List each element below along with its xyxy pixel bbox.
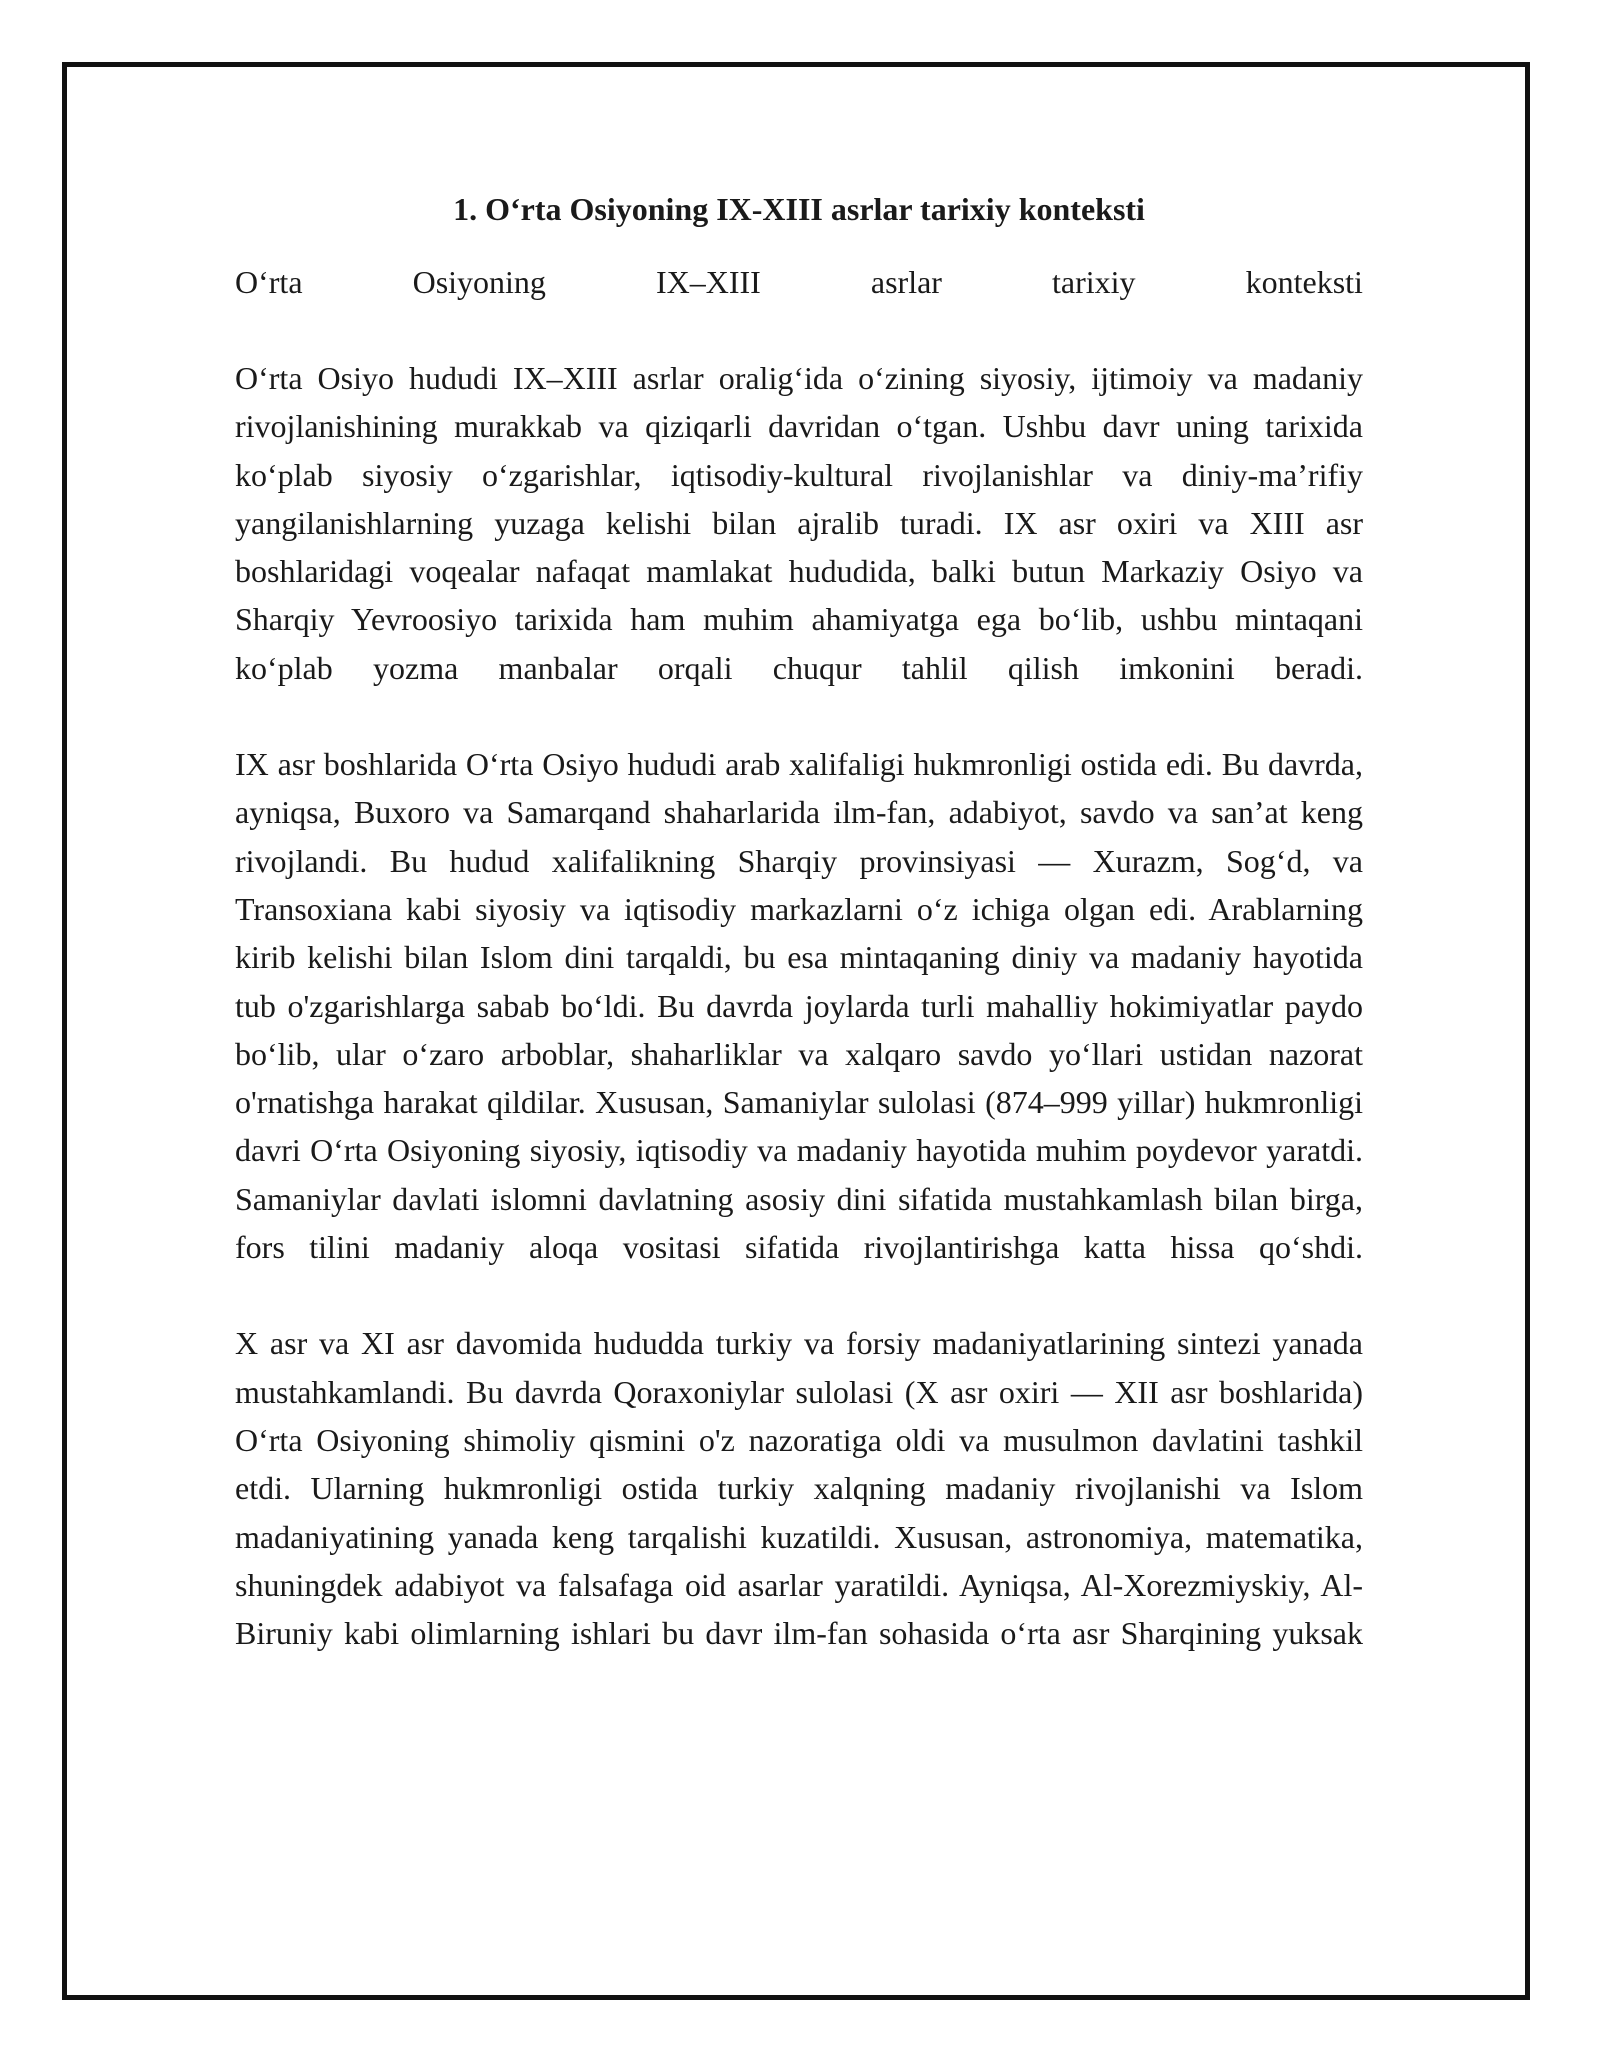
paragraph-arab-caliphate: IX asr boshlarida O‘rta Osiyo hududi arab xalifaligi hukmronligi ostida edi. Bu davrda, ayniqsa, Buxoro va Samarqand shaharlarida ilm-fan, adabiyot, savdo va san’at keng rivojlandi. Bu hudud xalifalikning Sharqiy provinsiyasi — Xurazm, Sog‘d, va Transoxiana kabi siyosiy va iqtisodiy markazlarni o‘z ichiga olgan edi. Arablarning kirib kelishi bilan Islom dini tarqaldi, bu esa mintaqaning diniy va madaniy hayotida tub o'zgarishlarga sabab bo‘ldi. Bu davrda joylarda turli mahalliy hokimiyatlar paydo bo‘lib, ular o‘zaro arboblar, shaharliklar va xalqaro savdo yo‘llari ustidan nazorat o'rnatishga harakat qildilar. Xususan, Samaniylar sulolasi (874–999 yillar) hukmronligi davri O‘rta Osiyoning siyosiy, iqtisodiy va madaniy hayotida muhim poydevor yaratdi. Samaniylar davlati islomni davlatning asosiy dini sifatida mustahkamlash bilan birga, fors tilini madaniy aloqa vositasi sifatida rivojlantirishga katta hissa qo‘shdi. xyxy=(235,746,1363,1266)
subtitle-word: O‘rta xyxy=(235,264,303,300)
subtitle-word: IX–XIII xyxy=(655,264,761,300)
document-body xyxy=(235,185,1363,1657)
subtitle-line xyxy=(235,258,1363,306)
paragraph-intro: O‘rta Osiyo hududi IX–XIII asrlar oralig‘ida o‘zining siyosiy, ijtimoiy va madaniy rivojlanishining murakkab va qiziqarli davridan o‘tgan. Ushbu davr uning tarixida ko‘plab siyosiy o‘zgarishlar, iqtisodiy-kultural rivojlanishlar va diniy-ma’rifiy yangilanishlarning yuzaga kelishi bilan ajralib turadi. IX asr oxiri va XIII asr boshlaridagi voqealar nafaqat mamlakat hududida, balki butun Markaziy Osiyo va Sharqiy Yevroosiyo tarixida ham muhim ahamiyatga ega bo‘lib, ushbu mintaqani ko‘plab yozma manbalar orqali chuqur tahlil qilish imkonini beradi. xyxy=(235,360,1363,686)
subtitle-word: konteksti xyxy=(1245,264,1363,300)
section-heading: 1. O‘rta Osiyoning IX-XIII asrlar tarixiy konteksti xyxy=(453,191,1145,227)
subtitle-word: Osiyoning xyxy=(412,264,546,300)
paragraph-karakhanids: X asr va XI asr davomida hududda turkiy va forsiy madaniyatlarining sintezi yanada mustahkamlandi. Bu davrda Qoraxoniylar sulolasi (X asr oxiri — XII asr boshlarida) O‘rta Osiyoning shimoliy qismini o'z nazoratiga oldi va musulmon davlatini tashkil etdi. Ularning hukmronligi ostida turkiy xalqning madaniy rivojlanishi va Islom madaniyatining yanada keng tarqalishi kuzatildi. Xususan, astronomiya, matematika, shuningdek adabiyot va falsafaga oid asarlar yaratildi. Ayniqsa, Al-Xorezmiyskiy, Al-Biruniy kabi olimlarning ishlari bu davr ilm-fan sohasida o‘rta asr Sharqining yuksak xyxy=(235,1325,1363,1652)
subtitle-word: asrlar xyxy=(870,264,942,300)
subtitle-word: tarixiy xyxy=(1052,264,1136,300)
